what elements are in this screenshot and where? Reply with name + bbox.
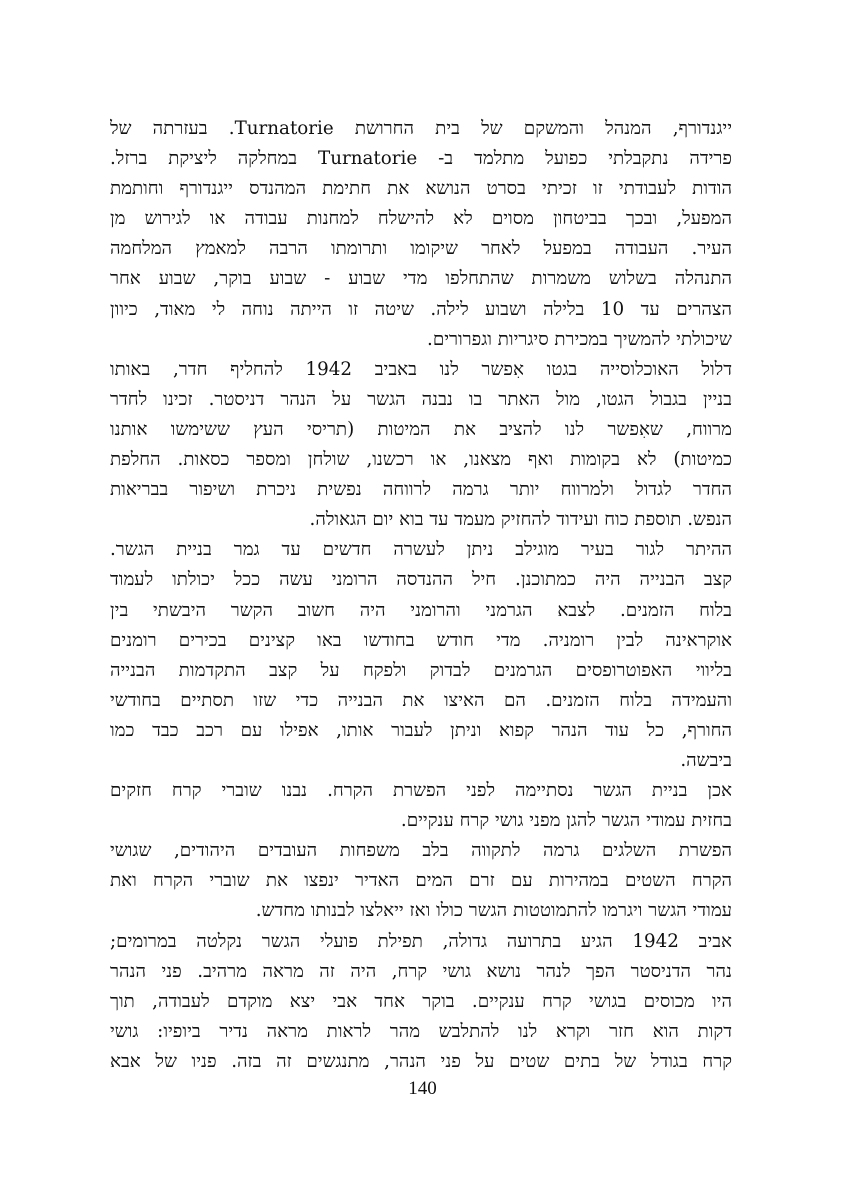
- text-line: אוקראינה לבין רומניה. מדי חודש בחודשו באו קצינים בכירים רומנים: [110, 629, 732, 651]
- page-number: 140: [408, 1078, 437, 1099]
- body-text: [110, 114, 732, 1077]
- text-line: ביבשה.: [680, 749, 732, 771]
- text-line: הודות לעבודתי זו זכיתי בסרט הנושא את חתימת המהנדס ייגנדורף וחותמת: [110, 178, 732, 200]
- text-line: שיכולתי להמשיך במכירת סיגריות וגפרורים.: [427, 328, 732, 350]
- text-line: הצהרים עד 10 בלילה ושבוע לילה. שיטה זו הייתה נוחה לי מאוד, כיוון: [110, 298, 732, 320]
- text-line: והעמידה בלוח הזמנים. הם האיצו את הבנייה כדי שזו תסתיים בחודשי: [110, 689, 732, 711]
- text-line: מרווח, שאִפשר לנו להציב את המיטות (תריסי העץ ששימשו אותנו: [110, 418, 732, 440]
- text-line: קצב הבנייה היה כמתוכנן. חיל ההנדסה הרומני עשה ככל יכולתו לעמוד: [110, 569, 732, 591]
- text-line: דלול האוכלוסייה בגטו אִפשר לנו באביב 1942 להחליף חדר, באותו: [110, 358, 732, 380]
- text-line: בלוח הזמנים. לצבא הגרמני והרומני היה חשוב הקשר היבשתי בין: [110, 599, 732, 621]
- text-line: היו מכוסים בגושי קרח ענקיים. בוקר אחד אבי יצא מוקדם לעבודה, תוך: [110, 990, 732, 1012]
- text-line: אביב 1942 הגיע בתרועה גדולה, תפילת פועלי הגשר נקלטה במרומים;: [110, 930, 732, 952]
- text-line: החדר לגדול ולמרווח יותר גרמה לרווחה נפשית ניכרת ושיפור בבריאות: [110, 479, 732, 501]
- text-line: התנהלה בשלוש משמרות שהתחלפו מדי שבוע - שבוע בוקר, שבוע אחר: [110, 268, 732, 290]
- text-line: בניין בגבול הגטו, מול האתר בו נבנה הגשר על הנהר דניסטר. זכינו לחדר: [110, 388, 732, 410]
- text-line: פרידה נתקבלתי כפועל מתלמד ב- Turnatorie במחלקה ליציקת ברזל.: [110, 148, 732, 170]
- text-line: בליווי האפוטרופסים הגרמנים לבדוק ולפקח על קצב התקדמות הבנייה: [110, 659, 732, 681]
- text-line: דקות הוא חזר וקרא לנו להתלבש מהר לראות מראה נדיר ביופיו: גושי: [110, 1020, 732, 1042]
- text-line: הפשרת השלגים גרמה לתקווה בלב משפחות העובדים היהודים, שגושי: [110, 840, 732, 862]
- text-line: אכן בניית הגשר נסתיימה לפני הפשרת הקרח. נבנו שוברי קרח חזקים: [110, 780, 732, 802]
- text-line: קרח בגודל של בתים שטים על פני הנהר, מתנגשים זה בזה. פניו של אבא: [110, 1050, 732, 1072]
- text-line: עמודי הגשר ויגרמו להתמוטטות הגשר כולו ואז ייאלצו לבנותו מחדש.: [255, 900, 732, 922]
- text-line: נהר הדניסטר הפך לנהר נושא גושי קרח, היה זה מראה מרהיב. פני הנהר: [110, 960, 732, 982]
- text-line: בחזית עמודי הגשר להגן מפני גושי קרח ענקיים.: [400, 810, 732, 832]
- text-line: המפעל, ובכך בביטחון מסוים לא להישלח למחנות עבודה או לגירוש מן: [110, 208, 732, 230]
- text-line: העיר. העבודה במפעל לאחר שיקומו ותרומתו הרבה למאמץ המלחמה: [110, 238, 732, 260]
- text-line: ייגנדורף, המנהל והמשקם של בית החרושת Turnatorie. בעזרתה של: [110, 118, 732, 139]
- text-line: ההיתר לגור בעיר מוגילב ניתן לעשרה חדשים עד גמר בניית הגשר.: [110, 539, 732, 561]
- text-line: החורף, כל עוד הנהר קפוא וניתן לעבור אותו, אפילו עם רכב כבד כמו: [110, 719, 732, 741]
- text-line: כמיטות) לא בקומות ואף מצאנו, או רכשנו, שולחן ומספר כסאות. החלפת: [110, 449, 732, 471]
- text-line: הקרח השטים במהירות עם זרם המים האדיר ינפצו את שוברי הקרח ואת: [110, 870, 732, 892]
- text-line: הנפש. תוספת כוח ועידוד להחזיק מעמד עד בוא יום הגאולה.: [309, 509, 732, 531]
